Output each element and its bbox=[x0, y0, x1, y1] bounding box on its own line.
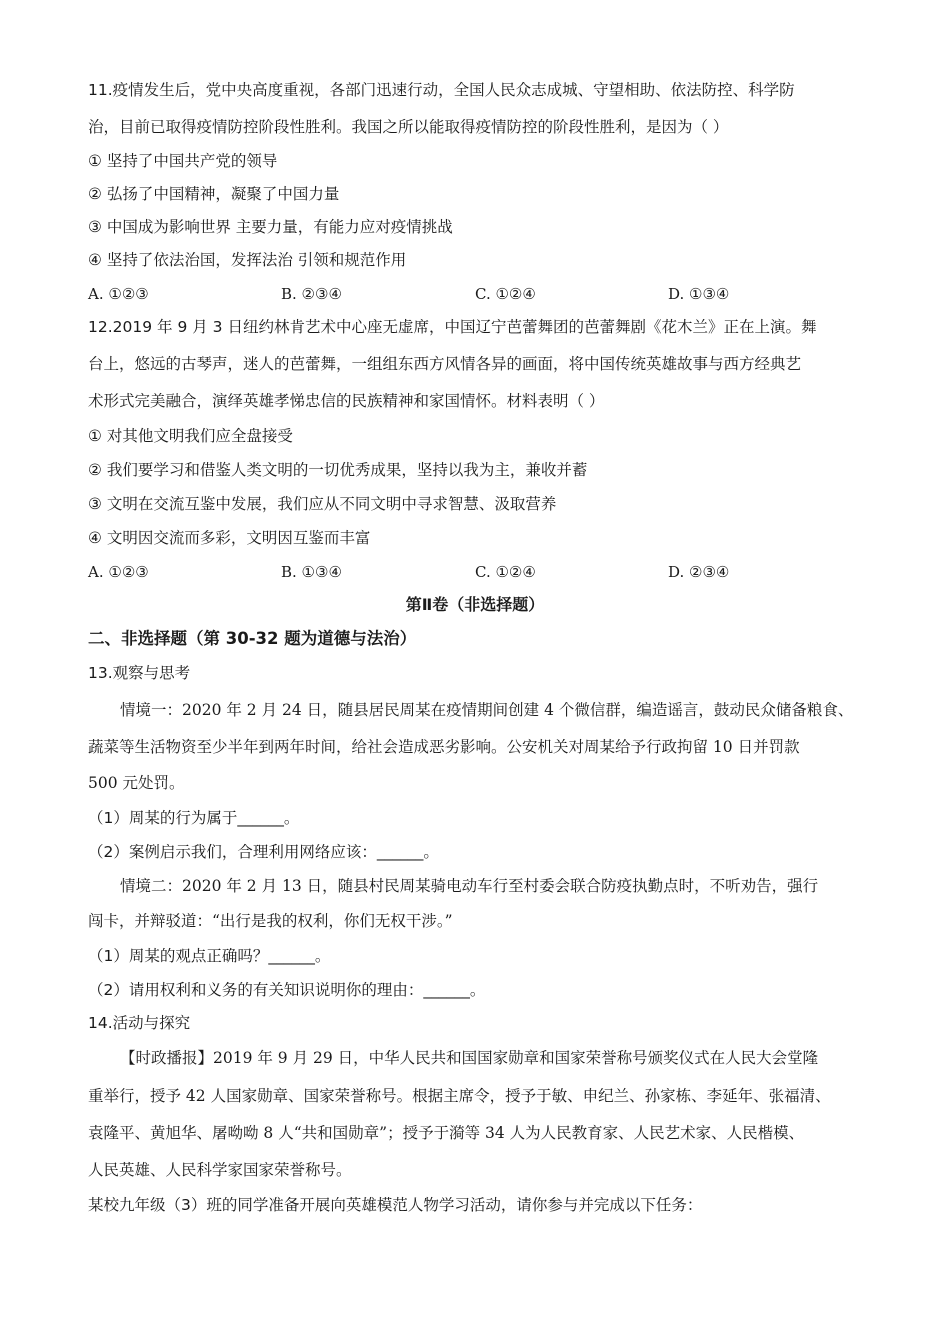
q13-scenario2-line-2: 闯卡，并辩驳道：“出行是我的权利，你们无权干涉。” bbox=[88, 912, 453, 930]
part-title: 二、非选择题（第 30-32 题为道德与法治） bbox=[88, 629, 417, 648]
q13-s2-question-2: （2）请用权利和义务的有关知识说明你的理由：______。 bbox=[88, 981, 486, 999]
q11-item-1: ① 坚持了中国共产党的领导 bbox=[88, 152, 278, 170]
q12-stem-line-1: 12.2019 年 9 月 3 日纽约林肯艺术中心座无虚席，中国辽宁芭蕾舞团的芭蕾舞剧《花木兰》正在上演。舞 bbox=[88, 318, 817, 336]
q11-stem-line-1: 11.疫情发生后，党中央高度重视，各部门迅速行动，全国人民众志成城、守望相助、依法防控、科学防 bbox=[88, 81, 795, 99]
q13-scenario1-line-2: 蔬菜等生活物资至少半年到两年时间，给社会造成恶劣影响。公安机关对周某给予行政拘留 10 日并罚款 bbox=[88, 738, 800, 756]
q11-item-4: ④ 坚持了依法治国，发挥法治 引领和规范作用 bbox=[88, 251, 407, 269]
volume-title: 第Ⅱ卷（非选择题） bbox=[405, 595, 545, 614]
q12-option-b: B. ①③④ bbox=[281, 563, 342, 581]
q12-options bbox=[88, 562, 888, 582]
q12-option-c: C. ①②④ bbox=[475, 563, 536, 581]
q11-stem-line-2: 治，目前已取得疫情防控阶段性胜利。我国之所以能取得疫情防控的阶段性胜利，是因为（ ） bbox=[88, 118, 729, 136]
q11-item-3: ③ 中国成为影响世界 主要力量，有能力应对疫情挑战 bbox=[88, 218, 453, 236]
q11-options bbox=[88, 284, 888, 304]
q12-option-d: D. ②③④ bbox=[668, 563, 730, 581]
q11-option-b: B. ②③④ bbox=[281, 285, 342, 303]
q11-option-d: D. ①③④ bbox=[668, 285, 730, 303]
q13-s1-question-1: （1）周某的行为属于______。 bbox=[88, 809, 300, 827]
q14-task: 某校九年级（3）班的同学准备开展向英雄模范人物学习活动，请你参与并完成以下任务： bbox=[88, 1196, 703, 1214]
q12-stem-line-2: 台上，悠远的古琴声，迷人的芭蕾舞，一组组东西方风情各异的画面，将中国传统英雄故事与西方经典艺 bbox=[88, 355, 802, 373]
q14-news-line-4: 人民英雄、人民科学家国家荣誉称号。 bbox=[88, 1161, 352, 1179]
q13-scenario2-line-1: 情境二：2020 年 2 月 13 日，随县村民周某骑电动车行至村委会联合防疫执勤点时，不听劝告，强行 bbox=[120, 877, 819, 895]
q11-item-2: ② 弘扬了中国精神，凝聚了中国力量 bbox=[88, 185, 340, 203]
q12-item-3: ③ 文明在交流互鉴中发展，我们应从不同文明中寻求智慧、汲取营养 bbox=[88, 495, 557, 513]
q13-title: 13.观察与思考 bbox=[88, 664, 191, 682]
q12-stem-line-3: 术形式完美融合，演绎英雄孝悌忠信的民族精神和家国情怀。材料表明（ ） bbox=[88, 392, 605, 410]
q13-s1-question-2: （2）案例启示我们，合理利用网络应该：______。 bbox=[88, 843, 439, 861]
q12-item-2: ② 我们要学习和借鉴人类文明的一切优秀成果，坚持以我为主，兼收并蓄 bbox=[88, 461, 588, 479]
q12-item-4: ④ 文明因交流而多彩，文明因互鉴而丰富 bbox=[88, 529, 371, 547]
q12-option-a: A. ①②③ bbox=[88, 563, 149, 581]
q14-news-line-2: 重举行，授予 42 人国家勋章、国家荣誉称号。根据主席令，授予于敏、申纪兰、孙家栋、李延年、张福清、 bbox=[88, 1087, 831, 1105]
q13-scenario1-line-3: 500 元处罚。 bbox=[88, 774, 185, 792]
q14-news-line-1: 【时政播报】2019 年 9 月 29 日，中华人民共和国国家勋章和国家荣誉称号颁奖仪式在人民大会堂隆 bbox=[120, 1049, 819, 1067]
q12-item-1: ① 对其他文明我们应全盘接受 bbox=[88, 427, 293, 445]
q13-scenario1-line-1: 情境一：2020 年 2 月 24 日，随县居民周某在疫情期间创建 4 个微信群，编造谣言，鼓动民众储备粮食、 bbox=[120, 701, 854, 719]
q11-option-a: A. ①②③ bbox=[88, 285, 149, 303]
q14-title: 14.活动与探究 bbox=[88, 1014, 191, 1032]
q11-option-c: C. ①②④ bbox=[475, 285, 536, 303]
q13-s2-question-1: （1）周某的观点正确吗？______。 bbox=[88, 947, 331, 965]
q14-news-line-3: 袁隆平、黄旭华、屠呦呦 8 人“共和国勋章”；授予于漪等 34 人为人民教育家、人民艺术家、人民楷模、 bbox=[88, 1124, 805, 1142]
